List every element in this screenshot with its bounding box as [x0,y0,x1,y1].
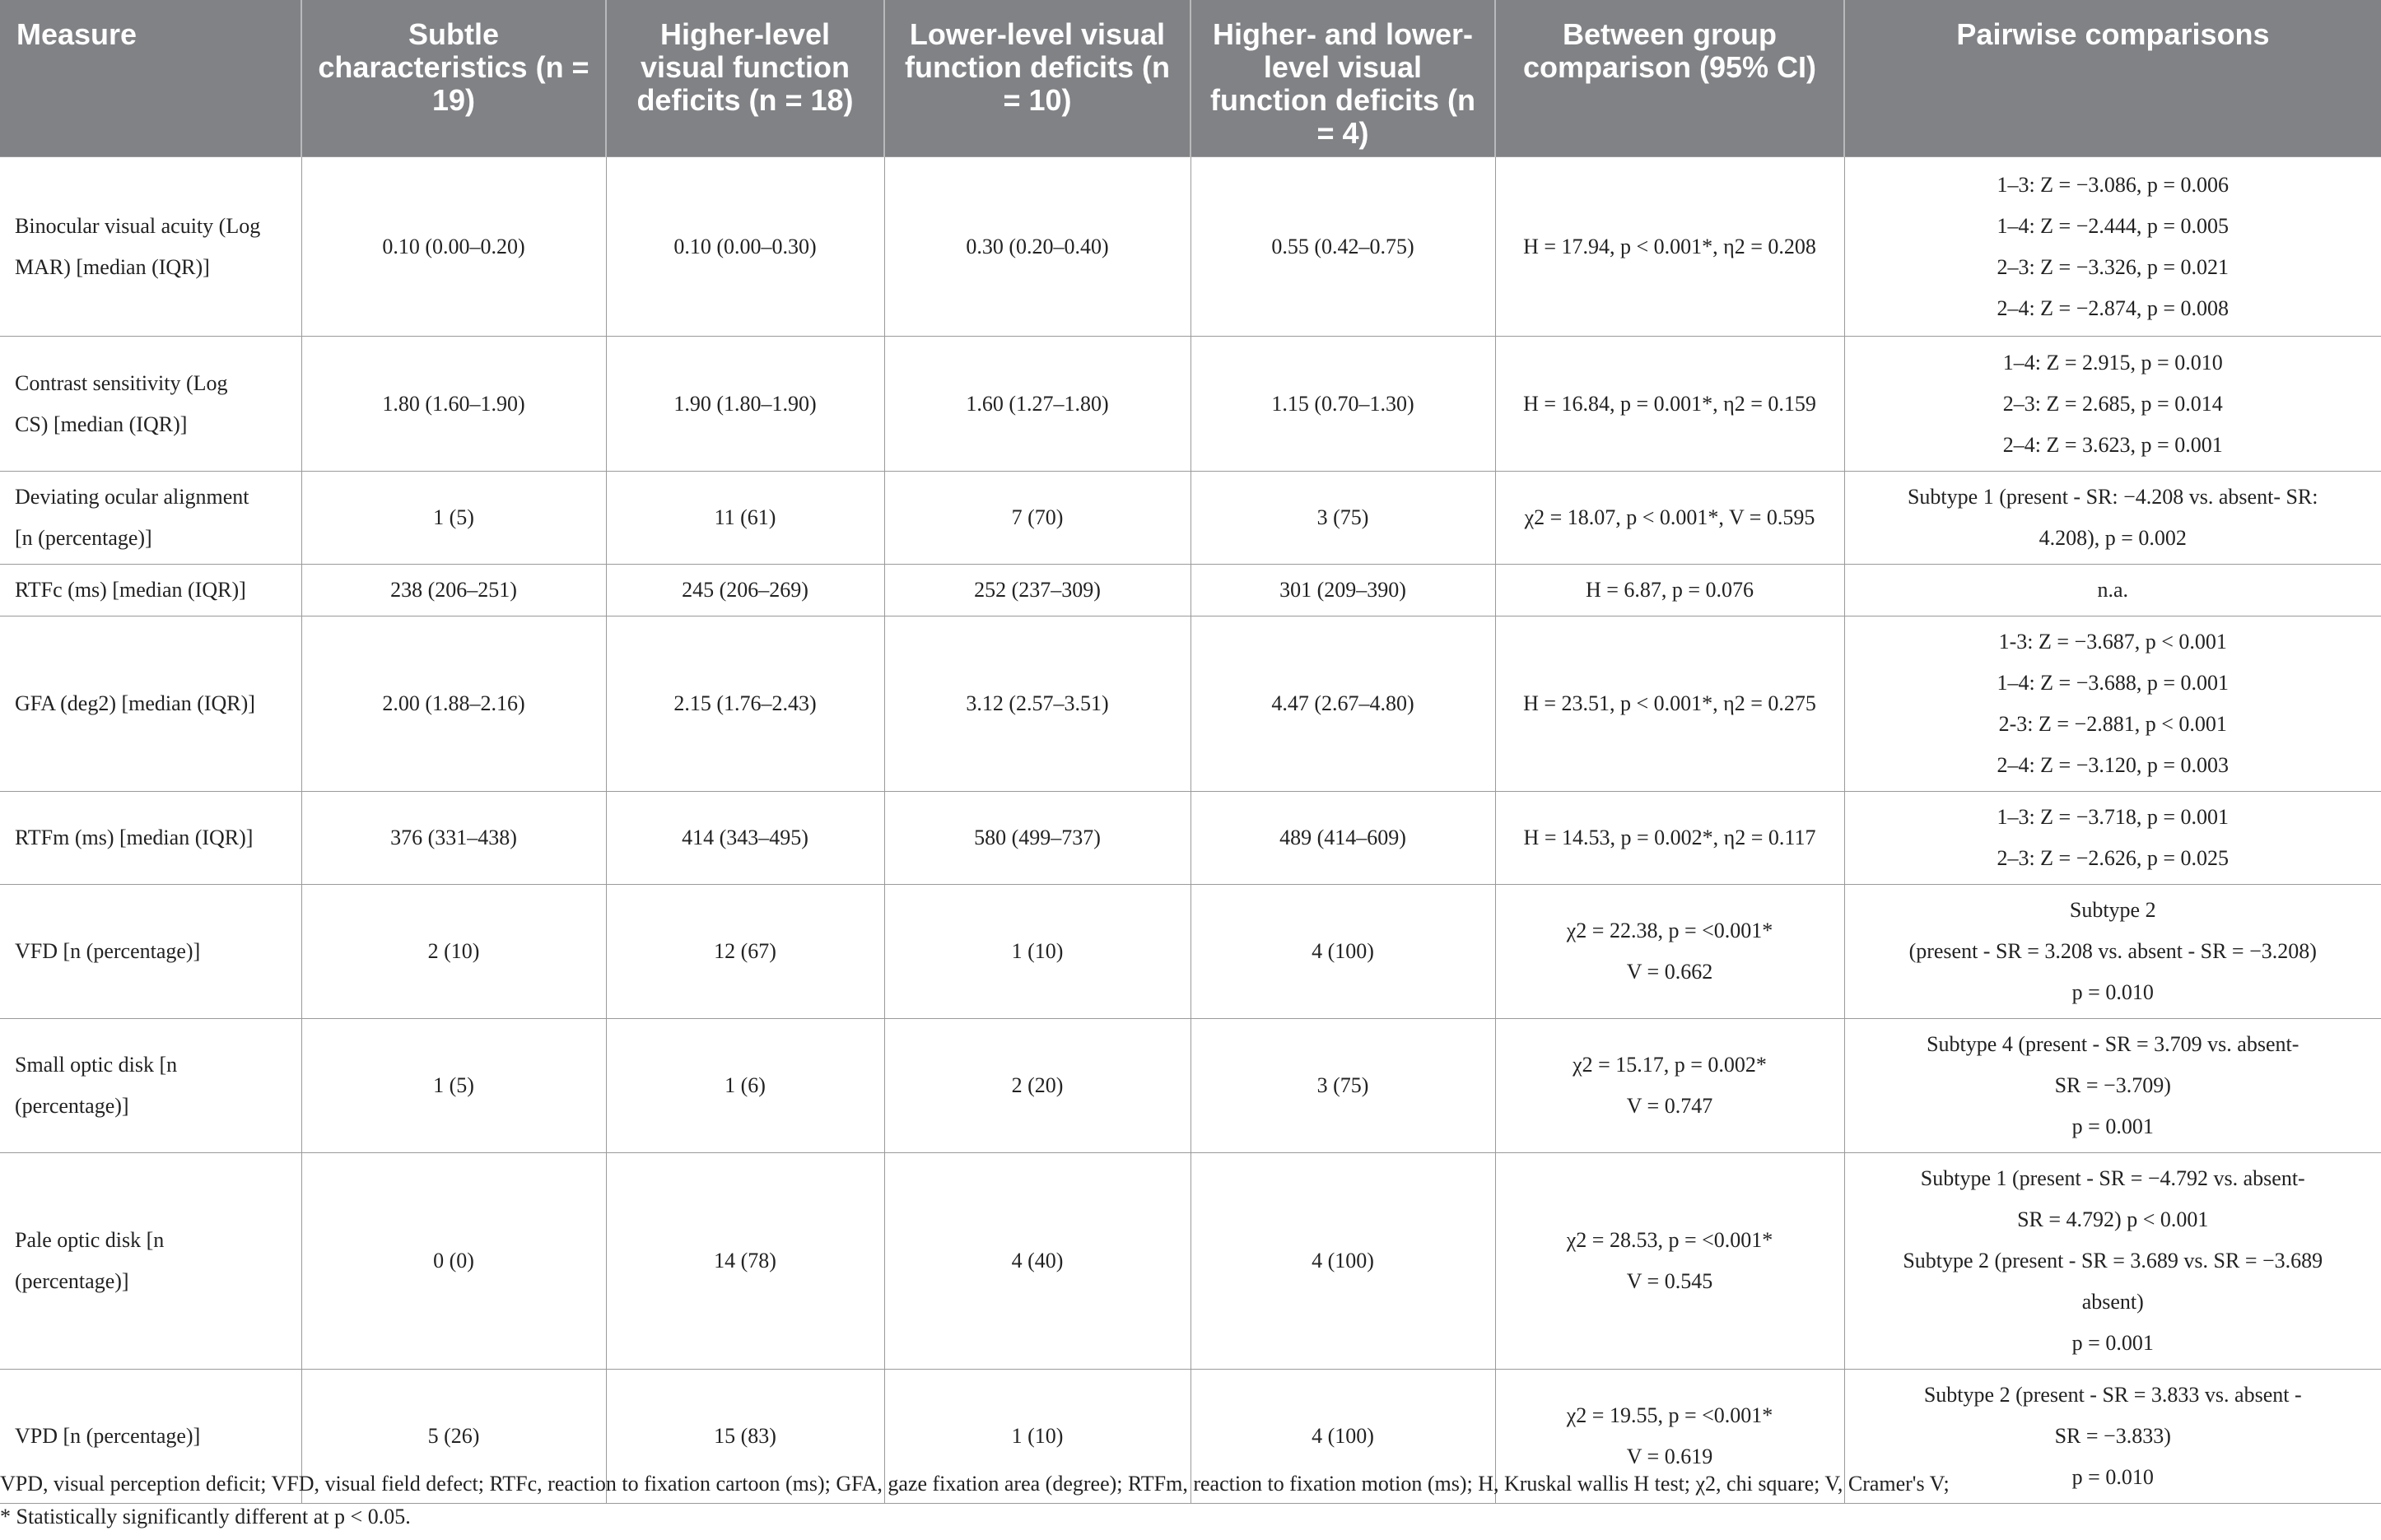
cell-pairwise [1844,616,2381,792]
footnote-abbreviations: VPD, visual perception deficit; VFD, visual field defect; RTFc, reaction to fixation cartoon (ms); GFA, gaze fixation area (degree); RTFm, reaction to fixation motion (ms); H, Kruskal wallis H test; χ2, chi square; V, Cramer's V; [0,1472,1950,1496]
cell-both: 3 (75) [1190,1019,1495,1153]
measure-line: (percentage)] [15,1269,129,1293]
cell-pairwise [1844,1019,2381,1153]
pairwise-line: n.a. [2097,578,2129,602]
header-measure: Measure [0,0,301,157]
pairwise-line: 1–3: Z = −3.086, p = 0.006 [1997,172,2230,197]
header-subtle: Subtle characteristics (n = 19) [301,0,606,157]
cell-higher: 1 (6) [606,1019,884,1153]
pairwise-line: 2–4: Z = −2.874, p = 0.008 [1997,295,2230,320]
cell-higher: 12 (67) [606,885,884,1019]
between-line: V = 0.747 [1626,1094,1713,1118]
cell-measure [0,792,301,885]
pairwise-line: p = 0.001 [2071,1331,2154,1355]
measure-line: Binocular visual acuity (Log [15,213,261,238]
cell-between [1495,792,1844,885]
measure-line: Deviating ocular alignment [15,485,249,509]
cell-lower: 1.60 (1.27–1.80) [884,337,1190,472]
measure-line: VPD [n (percentage)] [15,1424,201,1448]
cell-measure [0,616,301,792]
cell-subtle: 5 (26) [301,1370,606,1504]
footnote-significance: * Statistically significantly different at p < 0.05. [0,1505,411,1528]
cell-lower: 4 (40) [884,1153,1190,1370]
pairwise-line: Subtype 1 (present - SR: −4.208 vs. absent- SR: [1907,485,2318,509]
between-line: χ2 = 28.53, p = <0.001* [1566,1228,1773,1252]
between-line: χ2 = 15.17, p = 0.002* [1573,1053,1767,1077]
between-line: χ2 = 22.38, p = <0.001* [1566,919,1773,942]
measure-line: RTFc (ms) [median (IQR)] [15,578,246,602]
measure-line: Contrast sensitivity (Log [15,370,228,395]
cell-lower: 3.12 (2.57–3.51) [884,616,1190,792]
cell-both: 4 (100) [1190,1370,1495,1504]
measure-line: Small optic disk [n [15,1053,178,1077]
cell-higher: 15 (83) [606,1370,884,1504]
measure-line: [n (percentage)] [15,526,152,550]
table-row [0,1019,2381,1153]
cell-between [1495,1019,1844,1153]
pairwise-line: (present - SR = 3.208 vs. absent - SR = −3.208) [1908,939,2317,963]
measure-line: RTFm (ms) [median (IQR)] [15,826,254,849]
pairwise-line: 1-3: Z = −3.687, p < 0.001 [1998,630,2227,654]
cell-subtle: 1 (5) [301,1019,606,1153]
cell-higher: 0.10 (0.00–0.30) [606,157,884,337]
table-row [0,1153,2381,1370]
pairwise-line: p = 0.001 [2071,1114,2154,1138]
cell-measure [0,565,301,616]
pairwise-line: 1–4: Z = 2.915, p = 0.010 [2002,350,2223,375]
cell-between [1495,1153,1844,1370]
cell-both: 301 (209–390) [1190,565,1495,616]
cell-measure [0,1153,301,1370]
pairwise-line: 2–3: Z = −3.326, p = 0.021 [1997,254,2230,279]
cell-both: 1.15 (0.70–1.30) [1190,337,1495,472]
pairwise-line: Subtype 2 [2069,898,2156,922]
cell-subtle: 376 (331–438) [301,792,606,885]
cell-measure [0,157,301,337]
pairwise-line: 4.208), p = 0.002 [2039,526,2187,550]
header-higher: Higher-level visual function deficits (n = 18) [606,0,884,157]
cell-pairwise [1844,337,2381,472]
measure-line: (percentage)] [15,1094,129,1118]
between-line: V = 0.619 [1626,1445,1713,1468]
pairwise-line: 2-3: Z = −2.881, p < 0.001 [1998,712,2227,736]
table-row [0,565,2381,616]
pairwise-line: SR = 4.792) p < 0.001 [2017,1207,2209,1231]
cell-higher: 1.90 (1.80–1.90) [606,337,884,472]
cell-both: 4 (100) [1190,1153,1495,1370]
header-both: Higher- and lower-level visual function deficits (n = 4) [1190,0,1495,157]
between-line: χ2 = 19.55, p = <0.001* [1566,1403,1773,1427]
cell-subtle: 0.10 (0.00–0.20) [301,157,606,337]
table-row [0,792,2381,885]
cell-lower: 1 (10) [884,885,1190,1019]
between-line: H = 6.87, p = 0.076 [1585,578,1754,602]
cell-pairwise [1844,1153,2381,1370]
cell-lower: 580 (499–737) [884,792,1190,885]
cell-both: 3 (75) [1190,472,1495,565]
pairwise-line: 2–3: Z = −2.626, p = 0.025 [1997,846,2230,870]
cell-lower: 1 (10) [884,1370,1190,1504]
between-line: H = 14.53, p = 0.002*, η2 = 0.117 [1523,826,1816,849]
pairwise-line: 2–4: Z = 3.623, p = 0.001 [2002,432,2223,457]
cell-between [1495,885,1844,1019]
cell-between [1495,565,1844,616]
cell-both: 0.55 (0.42–0.75) [1190,157,1495,337]
cell-subtle: 2.00 (1.88–2.16) [301,616,606,792]
cell-measure [0,337,301,472]
cell-between [1495,157,1844,337]
between-line: V = 0.662 [1626,960,1713,984]
header-between: Between group comparison (95% CI) [1495,0,1844,157]
table-row [0,616,2381,792]
cell-pairwise [1844,472,2381,565]
cell-between [1495,472,1844,565]
table-row [0,885,2381,1019]
between-line: H = 23.51, p < 0.001*, η2 = 0.275 [1523,691,1816,715]
cell-lower: 2 (20) [884,1019,1190,1153]
header-pairwise: Pairwise comparisons [1844,0,2381,157]
pairwise-line: 1–4: Z = −2.444, p = 0.005 [1997,213,2230,238]
cell-pairwise [1844,885,2381,1019]
between-line: χ2 = 18.07, p < 0.001*, V = 0.595 [1524,505,1815,529]
pairwise-line: Subtype 2 (present - SR = 3.833 vs. absent - [1923,1383,2302,1407]
measure-line: GFA (deg2) [median (IQR)] [15,691,255,715]
cell-pairwise [1844,157,2381,337]
cell-between [1495,616,1844,792]
between-line: H = 16.84, p = 0.001*, η2 = 0.159 [1523,391,1816,416]
pairwise-line: Subtype 4 (present - SR = 3.709 vs. absent- [1927,1032,2299,1056]
pairwise-line: Subtype 2 (present - SR = 3.689 vs. SR = −3.689 [1903,1249,2323,1272]
header-row [0,0,2381,157]
cell-subtle: 2 (10) [301,885,606,1019]
measure-line: VFD [n (percentage)] [15,939,201,963]
pairwise-line: SR = −3.709) [2054,1073,2171,1097]
cell-subtle: 1 (5) [301,472,606,565]
between-line: H = 17.94, p < 0.001*, η2 = 0.208 [1523,234,1816,258]
cell-measure [0,885,301,1019]
cell-subtle: 1.80 (1.60–1.90) [301,337,606,472]
cell-both: 4.47 (2.67–4.80) [1190,616,1495,792]
table-row [0,472,2381,565]
cell-both: 489 (414–609) [1190,792,1495,885]
measure-line: Pale optic disk [n [15,1228,165,1252]
measure-line: CS) [median (IQR)] [15,412,188,436]
cell-lower: 0.30 (0.20–0.40) [884,157,1190,337]
cell-pairwise [1844,792,2381,885]
cell-between [1495,337,1844,472]
between-line: V = 0.545 [1626,1269,1713,1293]
cell-higher: 2.15 (1.76–2.43) [606,616,884,792]
header-lower: Lower-level visual function deficits (n = 10) [884,0,1190,157]
pairwise-line: 1–4: Z = −3.688, p = 0.001 [1997,671,2230,695]
pairwise-line: Subtype 1 (present - SR = −4.792 vs. absent- [1920,1166,2305,1190]
pairwise-line: p = 0.010 [2071,980,2154,1004]
cell-measure [0,1019,301,1153]
pairwise-line: 1–3: Z = −3.718, p = 0.001 [1997,805,2230,829]
cell-higher: 11 (61) [606,472,884,565]
cell-pairwise [1844,565,2381,616]
table-row [0,157,2381,337]
cell-lower: 252 (237–309) [884,565,1190,616]
cell-higher: 14 (78) [606,1153,884,1370]
pairwise-line: SR = −3.833) [2054,1424,2171,1448]
cell-both: 4 (100) [1190,885,1495,1019]
cell-subtle: 0 (0) [301,1153,606,1370]
measure-line: MAR) [median (IQR)] [15,254,210,279]
pairwise-line: 2–3: Z = 2.685, p = 0.014 [2002,391,2223,416]
pairwise-line: p = 0.010 [2071,1465,2154,1489]
cell-measure [0,472,301,565]
pairwise-line: absent) [2081,1290,2144,1314]
cell-higher: 245 (206–269) [606,565,884,616]
pairwise-line: 2–4: Z = −3.120, p = 0.003 [1997,753,2230,777]
cell-higher: 414 (343–495) [606,792,884,885]
cell-lower: 7 (70) [884,472,1190,565]
cell-subtle: 238 (206–251) [301,565,606,616]
table-row [0,337,2381,472]
